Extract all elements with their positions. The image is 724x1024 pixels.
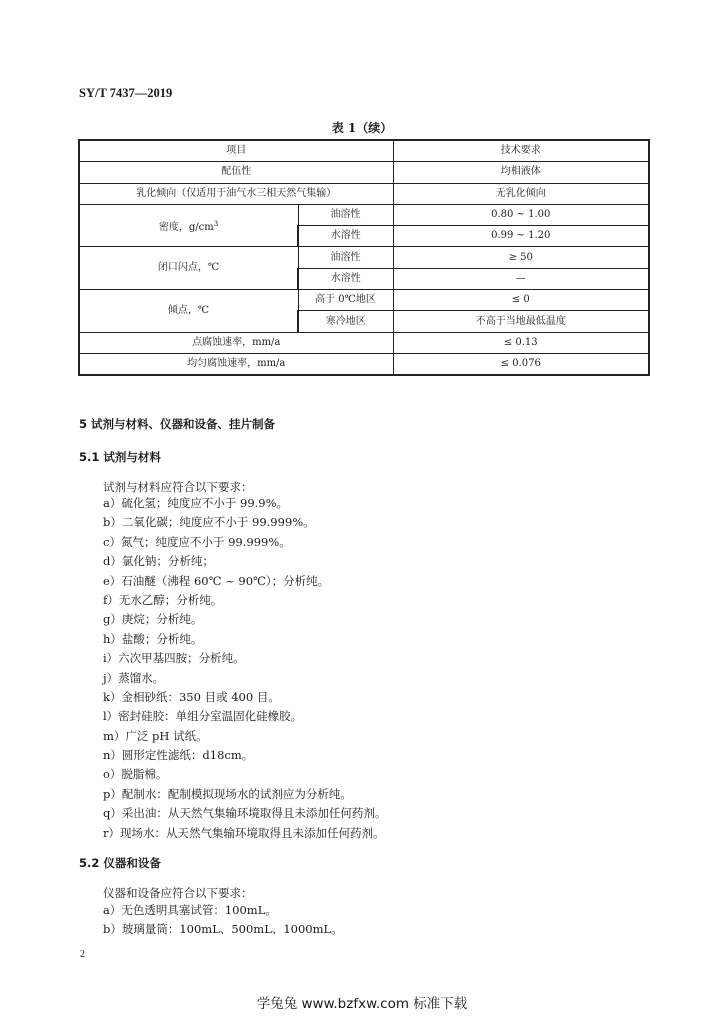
list-item: c）氮气；纯度应不小于 99.999%。: [103, 534, 291, 549]
section-5-1-heading: 5.1 试剂与材料: [79, 450, 161, 464]
list-item: r）现场水：从天然气集输环境取得且未添加任何药剂。: [103, 825, 385, 840]
table-title: 表 1（续）: [331, 121, 393, 135]
reagent-list: [103, 494, 386, 843]
standard-code: SY/T 7437—2019: [79, 86, 173, 100]
list-item: l）密封硅胶：单组分室温固化硅橡胶。: [103, 709, 303, 724]
row-value: 均相液体: [393, 162, 649, 183]
table-row: [79, 162, 649, 183]
table-row: [79, 183, 649, 204]
list-item: i）六次甲基四胺；分析纯。: [103, 651, 245, 666]
row-label: 点腐蚀速率，mm/a: [79, 332, 393, 353]
list-item: e）石油醚（沸程 60℃ ~ 90℃）；分析纯。: [103, 573, 330, 588]
list-item: k）金相砂纸：350 目或 400 目。: [103, 689, 280, 704]
row-label: 配伍性: [79, 162, 393, 183]
row-value: 无乳化倾向: [393, 183, 649, 204]
equipment-list: [103, 901, 343, 940]
list-item: a）无色透明具塞试管：100mL。: [103, 903, 277, 917]
row-value: 0.80 ~ 1.00: [393, 204, 649, 225]
section-5-2-intro: 仪器和设备应符合以下要求：: [103, 886, 253, 900]
row-sublabel: 高于 0℃地区: [298, 290, 393, 311]
row-value: ≤ 0.13: [393, 332, 649, 353]
list-item: f）无水乙醇；分析纯。: [103, 592, 223, 607]
table-row: [79, 290, 649, 311]
list-item: p）配制水：配制模拟现场水的试剂应为分析纯。: [103, 786, 352, 801]
list-item: a）硫化氢；纯度应不小于 99.9%。: [103, 496, 289, 510]
specification-table: [78, 139, 650, 376]
list-item: n）圆形定性滤纸：d18cm。: [103, 748, 254, 763]
list-item: h）盐酸；分析纯。: [103, 631, 203, 646]
row-sublabel: 油溶性: [298, 204, 393, 225]
row-value: —: [393, 268, 649, 289]
density-label: 密度，g/cm: [158, 221, 214, 233]
row-label-flash-point: 闭口闪点，℃: [79, 247, 298, 290]
section-5-1-intro: 试剂与材料应符合以下要求：: [103, 480, 253, 494]
row-sublabel: 油溶性: [298, 247, 393, 268]
list-item: j）蒸馏水。: [103, 670, 165, 685]
list-item: q）采出油：从天然气集输环境取得且未添加任何药剂。: [103, 806, 387, 821]
row-value: ≤ 0: [393, 290, 649, 311]
list-item: o）脱脂棉。: [103, 767, 168, 782]
header-requirement: 技术要求: [393, 140, 649, 162]
footer-watermark: 学兔兔 www.bzfxw.com 标准下载: [256, 996, 468, 1012]
table-row: [79, 247, 649, 268]
list-item: d）氯化钠；分析纯；: [103, 554, 214, 569]
section-5-heading: 5 试剂与材料、仪器和设备、挂片制备: [79, 417, 276, 431]
header-item: 项目: [79, 140, 393, 162]
density-unit-superscript: 3: [213, 219, 219, 228]
table-row: [79, 204, 649, 225]
row-label: 均匀腐蚀速率，mm/a: [79, 353, 393, 375]
row-value: ≥ 50: [393, 247, 649, 268]
row-value: 0.99 ~ 1.20: [393, 226, 649, 247]
table-row: [79, 353, 649, 375]
list-item: b）玻璃量筒：100mL、500mL、1000mL。: [103, 922, 343, 937]
row-sublabel: 水溶性: [298, 268, 393, 289]
row-label-pour-point: 倾点，℃: [79, 290, 298, 333]
list-item: g）庚烷；分析纯。: [103, 612, 203, 627]
row-sublabel: 水溶性: [298, 226, 393, 247]
table-row: [79, 332, 649, 353]
row-label: 乳化倾向（仅适用于油气水三相天然气集输）: [79, 183, 393, 204]
row-value: 不高于当地最低温度: [393, 311, 649, 332]
list-item: b）二氧化碳；纯度应不小于 99.999%。: [103, 515, 315, 530]
section-5-2-heading: 5.2 仪器和设备: [79, 856, 161, 870]
page-number: 2: [80, 949, 85, 960]
row-sublabel: 寒冷地区: [298, 311, 393, 332]
row-label-density: [79, 204, 298, 247]
list-item: m）广泛 pH 试纸。: [103, 728, 208, 743]
row-value: ≤ 0.076: [393, 353, 649, 375]
table-header-row: [79, 140, 649, 162]
